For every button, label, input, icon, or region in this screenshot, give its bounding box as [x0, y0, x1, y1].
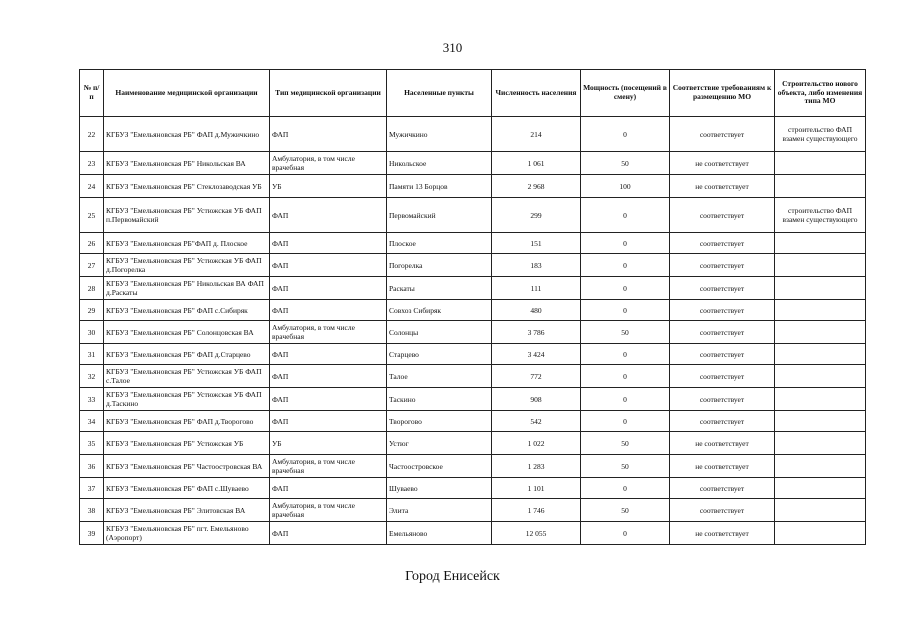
population-cell: 908	[492, 388, 581, 411]
row-number-cell: 35	[80, 432, 104, 455]
organization-type-cell: ФАП	[270, 117, 387, 152]
population-cell: 214	[492, 117, 581, 152]
organization-name-cell: КГБУЗ "Емельяновская РБ" Стеклозаводская УБ	[104, 175, 270, 198]
organization-name-cell: КГБУЗ "Емельяновская РБ" Устюжская УБ	[104, 432, 270, 455]
capacity-cell: 0	[581, 411, 670, 432]
population-cell: 111	[492, 277, 581, 300]
capacity-cell: 50	[581, 321, 670, 344]
organization-type-cell: ФАП	[270, 365, 387, 388]
construction-note-cell	[775, 365, 866, 388]
settlement-cell: Совхоз Сибиряк	[387, 300, 492, 321]
table-row	[80, 254, 866, 277]
organization-type-cell: ФАП	[270, 522, 387, 545]
compliance-cell: соответствует	[670, 411, 775, 432]
header-type: Тип медицинской организации	[270, 70, 387, 117]
compliance-cell: соответствует	[670, 344, 775, 365]
table-row	[80, 117, 866, 152]
row-number-cell: 39	[80, 522, 104, 545]
organization-name-cell: КГБУЗ "Емельяновская РБ" ФАП с.Сибиряк	[104, 300, 270, 321]
capacity-cell: 50	[581, 432, 670, 455]
capacity-cell: 0	[581, 365, 670, 388]
construction-note-cell	[775, 478, 866, 499]
population-cell: 299	[492, 198, 581, 233]
settlement-cell: Шуваево	[387, 478, 492, 499]
header-population: Численность населения	[492, 70, 581, 117]
table-header-row	[80, 70, 866, 117]
construction-note-cell	[775, 233, 866, 254]
organization-name-cell: КГБУЗ "Емельяновская РБ" пгт. Емельяново (Аэропорт)	[104, 522, 270, 545]
row-number-cell: 31	[80, 344, 104, 365]
compliance-cell: не соответствует	[670, 432, 775, 455]
organization-name-cell: КГБУЗ "Емельяновская РБ" Устюжская УБ ФАП с.Талое	[104, 365, 270, 388]
organization-type-cell: УБ	[270, 432, 387, 455]
header-organization: Наименование медицинской организации	[104, 70, 270, 117]
row-number-cell: 32	[80, 365, 104, 388]
table-row	[80, 365, 866, 388]
compliance-cell: соответствует	[670, 300, 775, 321]
organization-name-cell: КГБУЗ "Емельяновская РБ" Никольская ВА	[104, 152, 270, 175]
header-compliance: Соответствие требованиям к размещению МО	[670, 70, 775, 117]
compliance-cell: соответствует	[670, 499, 775, 522]
settlement-cell: Первомайский	[387, 198, 492, 233]
settlement-cell: Частоостровское	[387, 455, 492, 478]
table-row	[80, 522, 866, 545]
construction-note-cell	[775, 411, 866, 432]
row-number-cell: 30	[80, 321, 104, 344]
capacity-cell: 0	[581, 233, 670, 254]
construction-note-cell	[775, 254, 866, 277]
organization-name-cell: КГБУЗ "Емельяновская РБ" Устюжская УБ ФАП п.Первомайский	[104, 198, 270, 233]
table-row	[80, 175, 866, 198]
header-capacity: Мощность (посещений в смену)	[581, 70, 670, 117]
header-settlements: Населенные пункты	[387, 70, 492, 117]
population-cell: 1 283	[492, 455, 581, 478]
settlement-cell: Устюг	[387, 432, 492, 455]
row-number-cell: 25	[80, 198, 104, 233]
settlement-cell: Элита	[387, 499, 492, 522]
capacity-cell: 100	[581, 175, 670, 198]
organization-name-cell: КГБУЗ "Емельяновская РБ" ФАП д.Творогово	[104, 411, 270, 432]
row-number-cell: 28	[80, 277, 104, 300]
table-row	[80, 499, 866, 522]
row-number-cell: 24	[80, 175, 104, 198]
compliance-cell: не соответствует	[670, 175, 775, 198]
organization-type-cell: Амбулатория, в том числе врачебная	[270, 499, 387, 522]
construction-note-cell	[775, 388, 866, 411]
construction-note-cell	[775, 300, 866, 321]
construction-note-cell	[775, 175, 866, 198]
table-body	[80, 117, 866, 545]
organization-type-cell: ФАП	[270, 233, 387, 254]
facilities-table	[79, 69, 866, 545]
table-row	[80, 388, 866, 411]
compliance-cell: соответствует	[670, 365, 775, 388]
row-number-cell: 26	[80, 233, 104, 254]
settlement-cell: Памяти 13 Борцов	[387, 175, 492, 198]
settlement-cell: Мужичкино	[387, 117, 492, 152]
organization-name-cell: КГБУЗ "Емельяновская РБ" ФАП д.Мужичкино	[104, 117, 270, 152]
organization-name-cell: КГБУЗ "Емельяновская РБ" Солонцовская ВА	[104, 321, 270, 344]
table-row	[80, 198, 866, 233]
organization-type-cell: ФАП	[270, 277, 387, 300]
organization-type-cell: ФАП	[270, 411, 387, 432]
row-number-cell: 33	[80, 388, 104, 411]
construction-note-cell	[775, 321, 866, 344]
organization-type-cell: ФАП	[270, 344, 387, 365]
capacity-cell: 0	[581, 388, 670, 411]
row-number-cell: 36	[80, 455, 104, 478]
construction-note-cell: строительство ФАП взамен существующего	[775, 117, 866, 152]
settlement-cell: Погорелка	[387, 254, 492, 277]
organization-type-cell: Амбулатория, в том числе врачебная	[270, 321, 387, 344]
organization-type-cell: ФАП	[270, 198, 387, 233]
construction-note-cell	[775, 344, 866, 365]
construction-note-cell	[775, 152, 866, 175]
population-cell: 772	[492, 365, 581, 388]
compliance-cell: соответствует	[670, 321, 775, 344]
population-cell: 1 101	[492, 478, 581, 499]
row-number-cell: 27	[80, 254, 104, 277]
settlement-cell: Раскаты	[387, 277, 492, 300]
compliance-cell: соответствует	[670, 117, 775, 152]
construction-note-cell	[775, 432, 866, 455]
compliance-cell: соответствует	[670, 388, 775, 411]
capacity-cell: 0	[581, 522, 670, 545]
capacity-cell: 0	[581, 478, 670, 499]
settlement-cell: Плоское	[387, 233, 492, 254]
capacity-cell: 0	[581, 117, 670, 152]
compliance-cell: соответствует	[670, 277, 775, 300]
construction-note-cell	[775, 455, 866, 478]
construction-note-cell: строительство ФАП взамен существующего	[775, 198, 866, 233]
table-row	[80, 455, 866, 478]
population-cell: 3 786	[492, 321, 581, 344]
capacity-cell: 0	[581, 198, 670, 233]
population-cell: 1 022	[492, 432, 581, 455]
capacity-cell: 50	[581, 152, 670, 175]
organization-name-cell: КГБУЗ "Емельяновская РБ" Устюжская УБ ФАП д.Таскино	[104, 388, 270, 411]
header-number: № п/п	[80, 70, 104, 117]
organization-type-cell: Амбулатория, в том числе врачебная	[270, 455, 387, 478]
population-cell: 3 424	[492, 344, 581, 365]
organization-name-cell: КГБУЗ "Емельяновская РБ" Элитовская ВА	[104, 499, 270, 522]
organization-type-cell: ФАП	[270, 478, 387, 499]
settlement-cell: Таскино	[387, 388, 492, 411]
construction-note-cell	[775, 522, 866, 545]
header-construction: Строительство нового объекта, либо изменения типа МО	[775, 70, 866, 117]
row-number-cell: 29	[80, 300, 104, 321]
page-number: 310	[442, 40, 463, 55]
capacity-cell: 0	[581, 344, 670, 365]
organization-name-cell: КГБУЗ "Емельяновская РБ" Устюжская УБ ФАП д.Погорелка	[104, 254, 270, 277]
compliance-cell: соответствует	[670, 478, 775, 499]
compliance-cell: не соответствует	[670, 152, 775, 175]
settlement-cell: Солонцы	[387, 321, 492, 344]
settlement-cell: Емельяново	[387, 522, 492, 545]
table-row	[80, 344, 866, 365]
compliance-cell: не соответствует	[670, 522, 775, 545]
settlement-cell: Старцево	[387, 344, 492, 365]
compliance-cell: соответствует	[670, 198, 775, 233]
population-cell: 2 968	[492, 175, 581, 198]
organization-name-cell: КГБУЗ "Емельяновская РБ" Никольская ВА ФАП д.Раскаты	[104, 277, 270, 300]
organization-type-cell: ФАП	[270, 300, 387, 321]
settlement-cell: Талое	[387, 365, 492, 388]
settlement-cell: Творогово	[387, 411, 492, 432]
construction-note-cell	[775, 499, 866, 522]
population-cell: 480	[492, 300, 581, 321]
section-heading: Город Енисейск	[405, 569, 500, 584]
compliance-cell: соответствует	[670, 233, 775, 254]
capacity-cell: 50	[581, 499, 670, 522]
settlement-cell: Никольское	[387, 152, 492, 175]
table-row	[80, 277, 866, 300]
population-cell: 183	[492, 254, 581, 277]
table-row	[80, 321, 866, 344]
organization-name-cell: КГБУЗ "Емельяновская РБ" ФАП д.Старцево	[104, 344, 270, 365]
row-number-cell: 23	[80, 152, 104, 175]
table-row	[80, 152, 866, 175]
row-number-cell: 38	[80, 499, 104, 522]
row-number-cell: 37	[80, 478, 104, 499]
table-row	[80, 432, 866, 455]
organization-name-cell: КГБУЗ "Емельяновская РБ" ФАП с.Шуваево	[104, 478, 270, 499]
organization-type-cell: ФАП	[270, 388, 387, 411]
population-cell: 151	[492, 233, 581, 254]
compliance-cell: не соответствует	[670, 455, 775, 478]
compliance-cell: соответствует	[670, 254, 775, 277]
organization-type-cell: Амбулатория, в том числе врачебная	[270, 152, 387, 175]
table-row	[80, 478, 866, 499]
population-cell: 1 061	[492, 152, 581, 175]
table-row	[80, 300, 866, 321]
construction-note-cell	[775, 277, 866, 300]
capacity-cell: 50	[581, 455, 670, 478]
organization-name-cell: КГБУЗ "Емельяновская РБ" Частоостровская ВА	[104, 455, 270, 478]
row-number-cell: 34	[80, 411, 104, 432]
capacity-cell: 0	[581, 277, 670, 300]
population-cell: 1 746	[492, 499, 581, 522]
population-cell: 542	[492, 411, 581, 432]
organization-type-cell: УБ	[270, 175, 387, 198]
organization-type-cell: ФАП	[270, 254, 387, 277]
capacity-cell: 0	[581, 300, 670, 321]
row-number-cell: 22	[80, 117, 104, 152]
population-cell: 12 055	[492, 522, 581, 545]
table-row	[80, 411, 866, 432]
capacity-cell: 0	[581, 254, 670, 277]
table-row	[80, 233, 866, 254]
organization-name-cell: КГБУЗ "Емельяновская РБ"ФАП д. Плоское	[104, 233, 270, 254]
